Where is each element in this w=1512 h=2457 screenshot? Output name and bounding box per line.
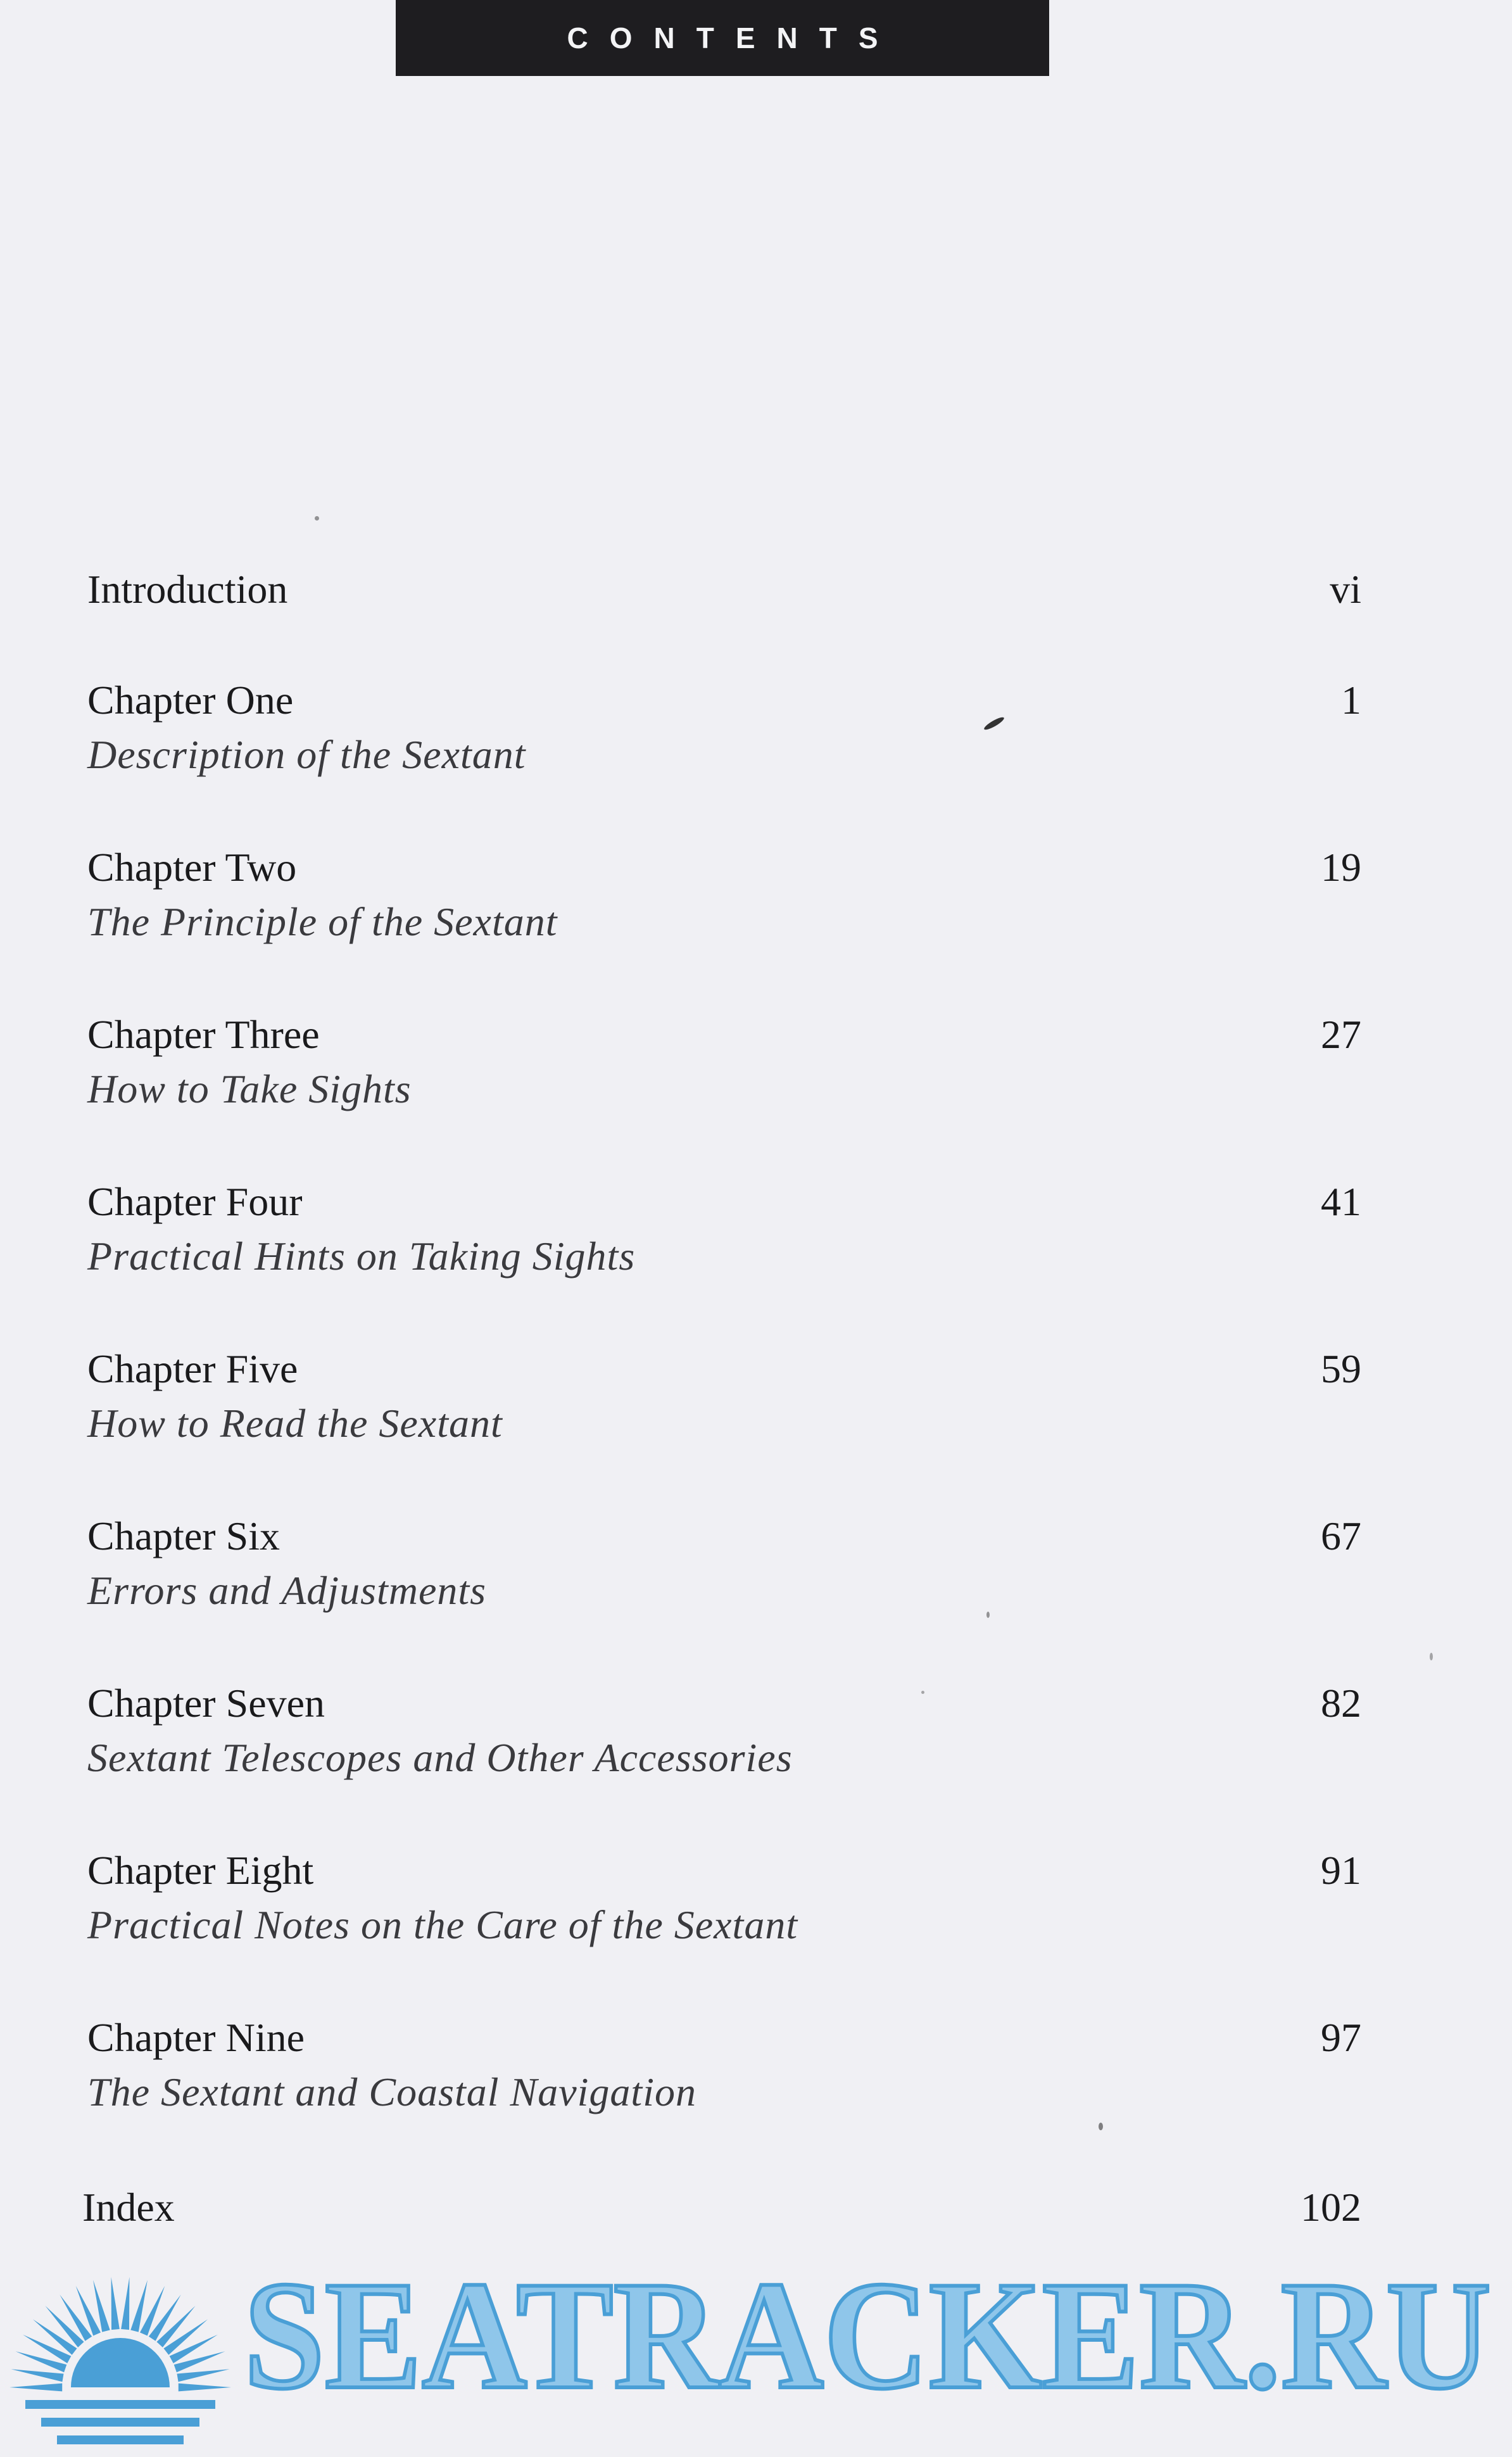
- watermark-logo: [0, 2229, 1512, 2457]
- sun-ray: [179, 2384, 231, 2392]
- toc-entry-chapter-two[interactable]: [87, 840, 1361, 949]
- sun-wave: [25, 2400, 215, 2409]
- toc-entry-introduction[interactable]: [87, 562, 1361, 617]
- scan-speck: [1099, 2123, 1103, 2130]
- toc-entry-page: 82: [1321, 1681, 1361, 1726]
- toc-entry-page: vi: [1330, 567, 1361, 612]
- toc-entry-title: Chapter Four: [87, 1179, 303, 1224]
- toc-entry-page: 41: [1321, 1179, 1361, 1224]
- sun-ray: [111, 2277, 120, 2330]
- toc-entry-subtitle: Errors and Adjustments: [87, 1568, 487, 1613]
- watermark-text: SEATRACKER.RU: [244, 2249, 1491, 2421]
- toc-entry-subtitle: How to Take Sights: [87, 1066, 412, 1111]
- toc-entry-chapter-three[interactable]: [87, 1007, 1361, 1116]
- toc-entry-subtitle: The Principle of the Sextant: [87, 899, 558, 944]
- toc-entry-page: 59: [1321, 1346, 1361, 1391]
- sun-ray: [121, 2277, 129, 2330]
- toc-entry-title: Chapter Eight: [87, 1848, 314, 1893]
- toc-entry-chapter-one[interactable]: [87, 673, 1361, 782]
- toc-entry-subtitle: Description of the Sextant: [87, 732, 526, 777]
- toc-entry-page: 97: [1321, 2015, 1361, 2060]
- toc-entry-page: 19: [1321, 845, 1361, 890]
- sun-wave: [57, 2435, 184, 2444]
- sun-icon: [9, 2277, 231, 2444]
- toc-entry-chapter-nine[interactable]: [87, 2011, 1361, 2119]
- toc-entry-title: Chapter Two: [87, 845, 297, 890]
- sun-wave: [41, 2418, 199, 2427]
- toc-entry-title: Chapter Five: [87, 1346, 298, 1391]
- toc-entry-title: Introduction: [87, 567, 288, 612]
- toc-entry-subtitle: Practical Hints on Taking Sights: [87, 1234, 636, 1279]
- scan-speck: [1430, 1653, 1433, 1660]
- toc-entry-subtitle: Sextant Telescopes and Other Accessories: [87, 1735, 793, 1780]
- scan-speck: [921, 1691, 924, 1694]
- toc-entry-page: 1: [1341, 678, 1361, 723]
- toc-entry-subtitle: The Sextant and Coastal Navigation: [87, 2069, 696, 2114]
- toc-entry-title: Chapter One: [87, 678, 294, 723]
- toc-entry-subtitle: How to Read the Sextant: [87, 1401, 503, 1446]
- sun-ray: [11, 2369, 63, 2382]
- sun-disc: [71, 2338, 170, 2387]
- sun-ray: [177, 2369, 229, 2382]
- toc-entry-index[interactable]: [82, 2180, 1361, 2235]
- sun-ray: [23, 2335, 71, 2363]
- toc-entry-chapter-seven[interactable]: [87, 1676, 1361, 1785]
- toc-entry-title: Chapter Seven: [87, 1681, 325, 1726]
- sun-ray: [9, 2384, 62, 2392]
- toc-entry-chapter-eight[interactable]: [87, 1843, 1361, 1952]
- scan-speck: [315, 516, 319, 521]
- toc-entry-page: 67: [1321, 1513, 1361, 1558]
- toc-entry-page: 91: [1321, 1848, 1361, 1893]
- contents-header-bar: [396, 0, 1049, 76]
- toc-entry-chapter-five[interactable]: [87, 1342, 1361, 1451]
- toc-entry-page: 102: [1301, 2185, 1361, 2230]
- scan-speck: [986, 1612, 990, 1618]
- toc-entry-page: 27: [1321, 1012, 1361, 1057]
- toc-entry-title: Chapter Six: [87, 1513, 280, 1558]
- toc-entry-title: Chapter Three: [87, 1012, 320, 1057]
- contents-heading: CONTENTS: [567, 22, 900, 54]
- sun-ray: [170, 2335, 218, 2363]
- toc-entry-title: Chapter Nine: [87, 2015, 305, 2060]
- toc-entry-chapter-four[interactable]: [87, 1175, 1361, 1284]
- toc-entry-chapter-six[interactable]: [87, 1509, 1361, 1618]
- toc-entry-subtitle: Practical Notes on the Care of the Sextant: [87, 1902, 798, 1947]
- toc-entry-title: Index: [82, 2185, 175, 2230]
